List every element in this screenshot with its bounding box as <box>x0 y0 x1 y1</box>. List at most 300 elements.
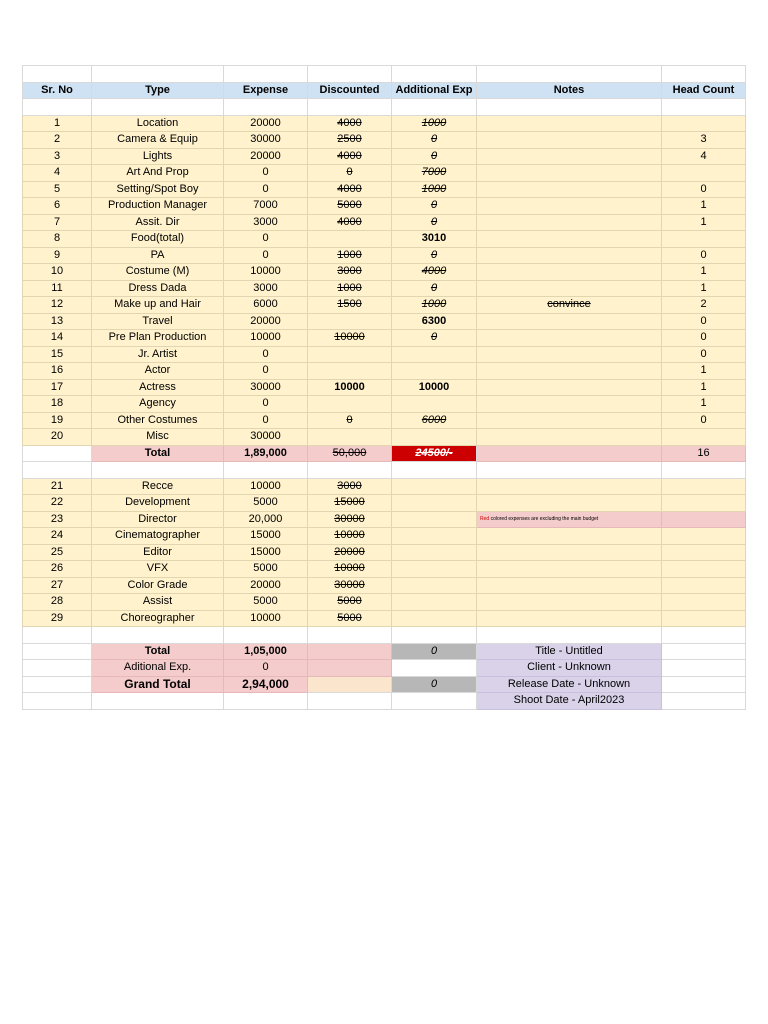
type-cell[interactable]: Development <box>92 495 224 512</box>
item-row <box>23 280 746 297</box>
header-notes[interactable]: Notes <box>477 82 662 99</box>
grand-total-row <box>23 676 746 693</box>
notes-cell[interactable] <box>477 528 662 545</box>
empty-cell[interactable] <box>23 660 92 677</box>
notes-cell[interactable] <box>477 198 662 215</box>
type-cell[interactable]: Assist <box>92 594 224 611</box>
head-count-cell[interactable]: 1 <box>662 280 746 297</box>
discounted-cell[interactable]: 0 <box>308 412 392 429</box>
sr-no-cell[interactable]: 2 <box>23 132 92 149</box>
notes-cell[interactable] <box>477 544 662 561</box>
head-count-cell[interactable]: 0 <box>662 346 746 363</box>
empty-cell[interactable] <box>23 676 92 693</box>
additional-cell[interactable]: 0 <box>392 198 477 215</box>
type-cell[interactable]: Agency <box>92 396 224 413</box>
item-row <box>23 198 746 215</box>
expense-cell[interactable]: 0 <box>224 412 308 429</box>
sr-no-cell[interactable]: 3 <box>23 148 92 165</box>
notes-cell[interactable] <box>477 478 662 495</box>
empty-cell[interactable] <box>477 627 662 644</box>
empty-cell[interactable] <box>23 445 92 462</box>
head-count-cell[interactable]: 1 <box>662 379 746 396</box>
discounted-cell[interactable]: 1500 <box>308 297 392 314</box>
discounted-cell[interactable]: 10000 <box>308 561 392 578</box>
summary-total-row <box>23 643 746 660</box>
empty-cell[interactable] <box>662 693 746 710</box>
additional-cell[interactable]: 0 <box>392 247 477 264</box>
summary-additional-blank[interactable] <box>392 660 477 677</box>
note-text: colored expenses are excluding the main budget <box>489 515 599 522</box>
sr-no-cell[interactable]: 10 <box>23 264 92 281</box>
head-count-cell[interactable] <box>662 495 746 512</box>
info-title[interactable]: Title - Untitled <box>477 643 662 660</box>
additional-cell[interactable]: 4000 <box>392 264 477 281</box>
empty-cell[interactable] <box>224 693 308 710</box>
empty-cell[interactable] <box>662 660 746 677</box>
sr-no-cell[interactable]: 23 <box>23 511 92 528</box>
discounted-cell[interactable] <box>308 231 392 248</box>
type-cell[interactable]: Misc <box>92 429 224 446</box>
discounted-cell[interactable] <box>308 313 392 330</box>
expense-cell[interactable]: 0 <box>224 247 308 264</box>
head-count-cell[interactable]: 3 <box>662 132 746 149</box>
additional-cell[interactable] <box>392 561 477 578</box>
additional-cell[interactable] <box>392 528 477 545</box>
sr-no-cell[interactable]: 15 <box>23 346 92 363</box>
expense-cell[interactable]: 0 <box>224 346 308 363</box>
head-count-cell[interactable] <box>662 165 746 182</box>
additional-cell[interactable] <box>392 594 477 611</box>
sr-no-cell[interactable]: 20 <box>23 429 92 446</box>
grand-total-value[interactable]: 2,94,000 <box>224 676 308 693</box>
head-count-cell[interactable] <box>662 577 746 594</box>
expense-cell[interactable]: 7000 <box>224 198 308 215</box>
type-cell[interactable]: Assit. Dir <box>92 214 224 231</box>
summary-total-label[interactable]: Total <box>92 643 224 660</box>
expense-cell[interactable]: 0 <box>224 165 308 182</box>
total-notes[interactable] <box>477 445 662 462</box>
type-cell[interactable]: Pre Plan Production <box>92 330 224 347</box>
header-head-count[interactable]: Head Count <box>662 82 746 99</box>
additional-cell[interactable] <box>392 396 477 413</box>
sr-no-cell[interactable]: 28 <box>23 594 92 611</box>
head-count-cell[interactable]: 1 <box>662 363 746 380</box>
spacer-row <box>23 99 746 116</box>
item-row <box>23 528 746 545</box>
notes-cell[interactable] <box>477 313 662 330</box>
sr-no-cell[interactable]: 4 <box>23 165 92 182</box>
sr-no-cell[interactable]: 8 <box>23 231 92 248</box>
budget-sheet <box>22 65 746 710</box>
notes-cell[interactable] <box>477 412 662 429</box>
notes-cell[interactable] <box>477 561 662 578</box>
header-additional[interactable]: Additional Exp <box>392 82 477 99</box>
item-row <box>23 247 746 264</box>
additional-cell[interactable] <box>392 346 477 363</box>
expense-cell[interactable]: 20000 <box>224 577 308 594</box>
item-row <box>23 577 746 594</box>
notes-cell[interactable]: convince <box>477 297 662 314</box>
sr-no-cell[interactable]: 25 <box>23 544 92 561</box>
sr-no-cell[interactable]: 17 <box>23 379 92 396</box>
discounted-cell[interactable]: 20000 <box>308 544 392 561</box>
discounted-cell[interactable]: 10000 <box>308 379 392 396</box>
head-count-cell[interactable]: 1 <box>662 198 746 215</box>
total-head-count[interactable]: 16 <box>662 445 746 462</box>
discounted-cell[interactable]: 5000 <box>308 594 392 611</box>
expense-cell[interactable]: 0 <box>224 363 308 380</box>
type-cell[interactable]: Other Costumes <box>92 412 224 429</box>
empty-cell[interactable] <box>308 627 392 644</box>
discounted-cell[interactable]: 2500 <box>308 132 392 149</box>
expense-cell[interactable]: 5000 <box>224 561 308 578</box>
discounted-cell[interactable]: 0 <box>308 165 392 182</box>
item-row <box>23 511 746 528</box>
notes-cell[interactable] <box>477 330 662 347</box>
empty-cell[interactable] <box>23 693 92 710</box>
empty-cell[interactable] <box>477 462 662 479</box>
sr-no-cell[interactable]: 22 <box>23 495 92 512</box>
item-row <box>23 379 746 396</box>
additional-cell[interactable] <box>392 544 477 561</box>
empty-cell[interactable] <box>392 627 477 644</box>
additional-cell[interactable] <box>392 610 477 627</box>
sr-no-cell[interactable]: 12 <box>23 297 92 314</box>
additional-cell[interactable] <box>392 429 477 446</box>
empty-cell[interactable] <box>224 462 308 479</box>
additional-cell[interactable] <box>392 511 477 528</box>
sr-no-cell[interactable]: 18 <box>23 396 92 413</box>
item-row <box>23 610 746 627</box>
notes-cell[interactable] <box>477 610 662 627</box>
grand-total-additional[interactable]: 0 <box>392 676 477 693</box>
sr-no-cell[interactable]: 27 <box>23 577 92 594</box>
expense-cell[interactable]: 15000 <box>224 544 308 561</box>
expense-cell[interactable]: 10000 <box>224 610 308 627</box>
discounted-cell[interactable]: 15000 <box>308 495 392 512</box>
notes-cell[interactable] <box>477 264 662 281</box>
empty-cell[interactable] <box>23 643 92 660</box>
head-count-cell[interactable]: 1 <box>662 396 746 413</box>
notes-cell[interactable] <box>477 379 662 396</box>
additional-cell[interactable]: 1000 <box>392 181 477 198</box>
head-count-cell[interactable] <box>662 231 746 248</box>
expense-cell[interactable]: 3000 <box>224 214 308 231</box>
head-count-cell[interactable] <box>662 528 746 545</box>
head-count-cell[interactable] <box>662 561 746 578</box>
item-row <box>23 363 746 380</box>
type-cell[interactable]: Choreographer <box>92 610 224 627</box>
sr-no-cell[interactable]: 21 <box>23 478 92 495</box>
type-cell[interactable]: Actor <box>92 363 224 380</box>
notes-cell[interactable] <box>477 181 662 198</box>
head-count-cell[interactable]: 2 <box>662 297 746 314</box>
sr-no-cell[interactable]: 5 <box>23 181 92 198</box>
expense-cell[interactable]: 20,000 <box>224 511 308 528</box>
type-cell[interactable]: Jr. Artist <box>92 346 224 363</box>
head-count-cell[interactable]: 1 <box>662 264 746 281</box>
type-cell[interactable]: Art And Prop <box>92 165 224 182</box>
type-cell[interactable]: Dress Dada <box>92 280 224 297</box>
item-row <box>23 214 746 231</box>
item-row <box>23 594 746 611</box>
note-cell[interactable] <box>477 511 662 528</box>
summary-total-discounted[interactable] <box>308 643 392 660</box>
notes-cell[interactable] <box>477 594 662 611</box>
head-count-cell[interactable] <box>662 610 746 627</box>
additional-cell[interactable]: 3010 <box>392 231 477 248</box>
expense-cell[interactable]: 5000 <box>224 495 308 512</box>
item-row <box>23 561 746 578</box>
summary-additional-label[interactable]: Aditional Exp. <box>92 660 224 677</box>
empty-cell[interactable] <box>662 627 746 644</box>
item-row <box>23 115 746 132</box>
type-cell[interactable]: Director <box>92 511 224 528</box>
type-cell[interactable]: Actress <box>92 379 224 396</box>
expense-cell[interactable]: 0 <box>224 181 308 198</box>
total-row <box>23 445 746 462</box>
discounted-cell[interactable]: 30000 <box>308 511 392 528</box>
sheet-body <box>23 66 746 710</box>
discounted-cell[interactable]: 10000 <box>308 330 392 347</box>
total-expense[interactable]: 1,89,000 <box>224 445 308 462</box>
sr-no-cell[interactable]: 16 <box>23 363 92 380</box>
empty-cell[interactable] <box>308 693 392 710</box>
type-cell[interactable]: VFX <box>92 561 224 578</box>
sr-no-cell[interactable]: 11 <box>23 280 92 297</box>
sr-no-cell[interactable]: 9 <box>23 247 92 264</box>
notes-cell[interactable] <box>477 363 662 380</box>
notes-cell[interactable] <box>477 247 662 264</box>
additional-cell[interactable]: 1000 <box>392 115 477 132</box>
type-cell[interactable]: Cinematographer <box>92 528 224 545</box>
notes-cell[interactable] <box>477 148 662 165</box>
additional-cell[interactable]: 7000 <box>392 165 477 182</box>
additional-cell[interactable]: 0 <box>392 214 477 231</box>
sr-no-cell[interactable]: 14 <box>23 330 92 347</box>
sr-no-cell[interactable]: 7 <box>23 214 92 231</box>
expense-cell[interactable]: 30000 <box>224 379 308 396</box>
item-row <box>23 330 746 347</box>
head-count-cell[interactable] <box>662 511 746 528</box>
discounted-cell[interactable] <box>308 346 392 363</box>
empty-cell[interactable] <box>23 462 92 479</box>
head-count-cell[interactable] <box>662 478 746 495</box>
summary-total-additional[interactable]: 0 <box>392 643 477 660</box>
summary-additional-discounted[interactable] <box>308 660 392 677</box>
notes-cell[interactable] <box>477 214 662 231</box>
discounted-cell[interactable]: 5000 <box>308 610 392 627</box>
additional-cell[interactable] <box>392 363 477 380</box>
empty-cell[interactable] <box>392 693 477 710</box>
empty-cell[interactable] <box>662 643 746 660</box>
sr-no-cell[interactable]: 13 <box>23 313 92 330</box>
empty-cell[interactable] <box>92 462 224 479</box>
item-row <box>23 429 746 446</box>
discounted-cell[interactable]: 4000 <box>308 115 392 132</box>
expense-cell[interactable]: 10000 <box>224 264 308 281</box>
sr-no-cell[interactable]: 29 <box>23 610 92 627</box>
expense-cell[interactable]: 15000 <box>224 528 308 545</box>
type-cell[interactable]: Lights <box>92 148 224 165</box>
expense-cell[interactable]: 30000 <box>224 132 308 149</box>
head-count-cell[interactable]: 0 <box>662 181 746 198</box>
header-discounted[interactable]: Discounted <box>308 82 392 99</box>
head-count-cell[interactable]: 1 <box>662 214 746 231</box>
note-red-word: Red <box>480 515 490 522</box>
expense-cell[interactable]: 0 <box>224 231 308 248</box>
expense-cell[interactable]: 20000 <box>224 115 308 132</box>
grand-total-label[interactable]: Grand Total <box>92 676 224 693</box>
expense-cell[interactable]: 10000 <box>224 478 308 495</box>
spacer-row <box>23 66 746 83</box>
grand-total-discounted[interactable] <box>308 676 392 693</box>
type-cell[interactable]: Setting/Spot Boy <box>92 181 224 198</box>
header-row <box>23 82 746 99</box>
expense-cell[interactable]: 6000 <box>224 297 308 314</box>
header-type[interactable]: Type <box>92 82 224 99</box>
info-shoot[interactable]: Shoot Date - April2023 <box>477 693 662 710</box>
discounted-cell[interactable] <box>308 363 392 380</box>
head-count-cell[interactable] <box>662 544 746 561</box>
notes-cell[interactable] <box>477 577 662 594</box>
spacer-row <box>23 462 746 479</box>
discounted-cell[interactable]: 4000 <box>308 181 392 198</box>
sr-no-cell[interactable]: 19 <box>23 412 92 429</box>
sr-no-cell[interactable]: 26 <box>23 561 92 578</box>
sr-no-cell[interactable]: 1 <box>23 115 92 132</box>
discounted-cell[interactable]: 30000 <box>308 577 392 594</box>
header-expense[interactable]: Expense <box>224 82 308 99</box>
additional-cell[interactable]: 0 <box>392 132 477 149</box>
type-cell[interactable]: Make up and Hair <box>92 297 224 314</box>
notes-cell[interactable] <box>477 280 662 297</box>
additional-cell[interactable]: 6000 <box>392 412 477 429</box>
item-row <box>23 148 746 165</box>
empty-cell[interactable] <box>23 627 92 644</box>
discounted-cell[interactable]: 10000 <box>308 528 392 545</box>
total-label[interactable]: Total <box>92 445 224 462</box>
spacer-row <box>23 627 746 644</box>
additional-cell[interactable]: 10000 <box>392 379 477 396</box>
empty-cell[interactable] <box>92 693 224 710</box>
head-count-cell[interactable] <box>662 594 746 611</box>
info-shoot-row <box>23 693 746 710</box>
head-count-cell[interactable]: 0 <box>662 247 746 264</box>
type-cell[interactable]: PA <box>92 247 224 264</box>
notes-cell[interactable] <box>477 495 662 512</box>
additional-cell[interactable]: 0 <box>392 148 477 165</box>
total-discounted[interactable]: 50,000 <box>308 445 392 462</box>
additional-cell[interactable] <box>392 495 477 512</box>
notes-cell[interactable] <box>477 132 662 149</box>
additional-cell[interactable] <box>392 478 477 495</box>
additional-cell[interactable]: 0 <box>392 330 477 347</box>
additional-cell[interactable] <box>392 577 477 594</box>
item-row <box>23 396 746 413</box>
header-sr-no[interactable]: Sr. No <box>23 82 92 99</box>
additional-cell[interactable]: 1000 <box>392 297 477 314</box>
notes-cell[interactable] <box>477 165 662 182</box>
type-cell[interactable]: Food(total) <box>92 231 224 248</box>
empty-cell[interactable] <box>308 462 392 479</box>
discounted-cell[interactable]: 1000 <box>308 247 392 264</box>
discounted-cell[interactable]: 1000 <box>308 280 392 297</box>
expense-cell[interactable]: 10000 <box>224 330 308 347</box>
item-row <box>23 346 746 363</box>
head-count-cell[interactable] <box>662 429 746 446</box>
empty-cell[interactable] <box>662 676 746 693</box>
expense-cell[interactable]: 0 <box>224 396 308 413</box>
additional-cell[interactable]: 6300 <box>392 313 477 330</box>
sr-no-cell[interactable]: 6 <box>23 198 92 215</box>
notes-cell[interactable] <box>477 115 662 132</box>
item-row <box>23 132 746 149</box>
sr-no-cell[interactable]: 24 <box>23 528 92 545</box>
additional-cell[interactable]: 0 <box>392 280 477 297</box>
type-cell[interactable]: Costume (M) <box>92 264 224 281</box>
summary-additional-row <box>23 660 746 677</box>
discounted-cell[interactable]: 4000 <box>308 148 392 165</box>
item-row <box>23 181 746 198</box>
discounted-cell[interactable]: 4000 <box>308 214 392 231</box>
notes-cell[interactable] <box>477 346 662 363</box>
info-client[interactable]: Client - Unknown <box>477 660 662 677</box>
notes-cell[interactable] <box>477 396 662 413</box>
notes-cell[interactable] <box>477 429 662 446</box>
summary-additional-value[interactable]: 0 <box>224 660 308 677</box>
empty-cell[interactable] <box>92 627 224 644</box>
expense-cell[interactable]: 20000 <box>224 313 308 330</box>
type-cell[interactable]: Camera & Equip <box>92 132 224 149</box>
type-cell[interactable]: Location <box>92 115 224 132</box>
item-row <box>23 231 746 248</box>
total-additional[interactable]: 24500/- <box>392 445 477 462</box>
item-row <box>23 495 746 512</box>
item-row <box>23 264 746 281</box>
item-row <box>23 165 746 182</box>
discounted-cell[interactable]: 3000 <box>308 478 392 495</box>
head-count-cell[interactable]: 0 <box>662 313 746 330</box>
discounted-cell[interactable] <box>308 429 392 446</box>
discounted-cell[interactable]: 3000 <box>308 264 392 281</box>
expense-cell[interactable]: 30000 <box>224 429 308 446</box>
info-release[interactable]: Release Date - Unknown <box>477 676 662 693</box>
head-count-cell[interactable]: 4 <box>662 148 746 165</box>
summary-total-value[interactable]: 1,05,000 <box>224 643 308 660</box>
item-row <box>23 313 746 330</box>
expense-cell[interactable]: 20000 <box>224 148 308 165</box>
empty-cell[interactable] <box>662 462 746 479</box>
type-cell[interactable]: Color Grade <box>92 577 224 594</box>
discounted-cell[interactable] <box>308 396 392 413</box>
type-cell[interactable]: Production Manager <box>92 198 224 215</box>
empty-cell[interactable] <box>224 627 308 644</box>
notes-cell[interactable] <box>477 231 662 248</box>
head-count-cell[interactable]: 0 <box>662 330 746 347</box>
discounted-cell[interactable]: 5000 <box>308 198 392 215</box>
empty-cell[interactable] <box>392 462 477 479</box>
item-row <box>23 544 746 561</box>
item-row <box>23 297 746 314</box>
type-cell[interactable]: Editor <box>92 544 224 561</box>
expense-cell[interactable]: 5000 <box>224 594 308 611</box>
head-count-cell[interactable] <box>662 115 746 132</box>
type-cell[interactable]: Travel <box>92 313 224 330</box>
head-count-cell[interactable]: 0 <box>662 412 746 429</box>
type-cell[interactable]: Recce <box>92 478 224 495</box>
expense-cell[interactable]: 3000 <box>224 280 308 297</box>
